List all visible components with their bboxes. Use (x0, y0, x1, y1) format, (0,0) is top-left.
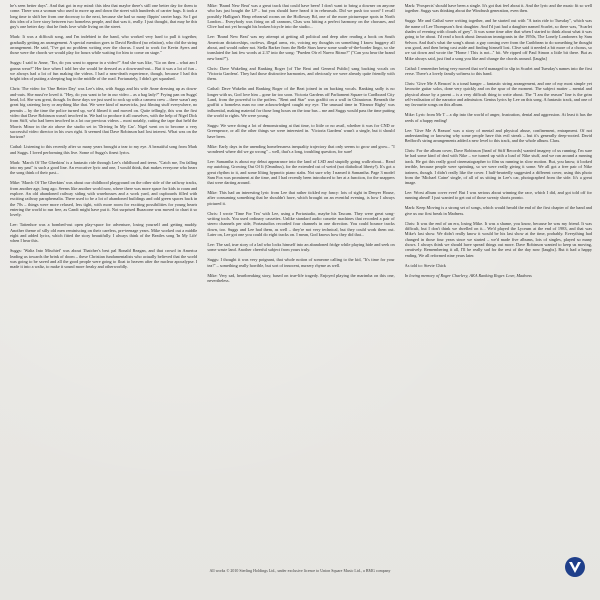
paragraph: In loving memory of Roger Charlery, AKA Ranking Roger. Love, Madness (404, 272, 532, 278)
column-middle (207, 3, 394, 563)
paragraph: Lee: Samantha is about my debut appearance into the land of LSD and stupidly going walk-about... Read my autobiog, Growing Out Of It (Omnibus), for the extended cut of weird (not diabolical liberty!). It's got a great rhythm to it, and some lilting hypnotic piano stabs. Not sure why I named it Samantha. Page 3 model Sam Fox was prominent at the time, and I had recently been introduced to her at a function, for the snappers that were darting around. (207, 158, 395, 186)
paragraph: Mike: This had an interesting lyric from Lee that rather tickled my fancy: lots of sight in Denyer House, after consuming something that he shouldn't have, which brought on an eventful evening, is how I always pictured it. (207, 190, 395, 206)
paragraph: Chris: I wrote 'Time For Tea' with Lee, using a Portastudio, maybe his Tascam. They were great song-writing tools. You used ordinary cassettes. Unlike standard audio cassette machines that recorded a pair of stereo channels per side, Portastudios recorded four channels in one direction. You could bounce tracks down, too. Suggs and Lee had them, as well – they're not very technical, but they could work them out. Later on, Lee got one you could do eight tracks on. I mean, God knows how they did that... (207, 210, 395, 238)
copyright-footer: All works © 2010 Sterling Holdings Ltd., under exclusive licence to Union Square Music Ltd., a BMG company (209, 569, 391, 573)
paragraph: Mark: It was a difficult song, and I'm indebted to the band, who worked very hard to pull it together, gradually getting an arrangement. A special mention goes to David Bedford (no relation), who did the string arrangement. He said, "I've got no problem writing over the chorus. I used to work for Kevin Ayers and those were the chords we would play for hours while waiting for him to come on stage." (10, 34, 198, 56)
paragraph: Chris: 'Give Me A Reason' is a tonal banger – fantastic string arrangement, and one of my most simple yet favourite guitar solos, done very quickly and on the spur of the moment. The subject matter – mental and physical abuse by a parent – is a very difficult thing to write about. The "I am the reason" line is the grim self-realisation of the narrator and admission. Genius lyrics by Lee on this song. A fantastic track, and one of my favourite songs on this album. (404, 80, 592, 108)
paragraph: Suggs: Me and Cathal were writing together, and he started out with "A train ride to Tuesday", which was the name of Lee Thompson's first daughter. And I'd just had a daughter named Scarlet, so there was, "Scarlet shades of evening with clouds of grey". It was some time after that when I started to think about what it was going to be about. I'd read a book about Jamaican immigrants in the 1950s, The Lonely Londoners by Sam Selvon. And that's what the song's about: a guy coming over from the Caribbean to do something he thought was good, and then being cast aside and finding himself lost. Clive said it needed a bit more of a chorus, so we sat down and wrote the "Home / This is not..." bit. We ripped off Paul Simon a little bit there. But as Mike always said, just find a song you like and change the chords around. [laughs] (404, 18, 592, 61)
paragraph: Suggs: 'Waltz Into Mischief' was about Thatcher's best pal Ronald Reagan, and that crowd in America leading us towards the brink of doom – these Christian fundamentalists who actually believed that the world was going to be saved and all the good people were going to float to heaven after the nuclear apocalypse. I made it into a waltz, to make it sound more freaky and otherworldly. (10, 248, 198, 270)
paragraph: Mark: 'Prospects' should have been a single. It's got that feel about it. And the lyric and the music fit so well together. Suggs was thinking about the Windrush generation, even then. (404, 3, 592, 14)
paragraph: Lee: 'Brand New Beat' was my attempt at getting all political and deep after reading a book on South American dictatorships, curfews, illegal arms, etc, voicing my thoughts on something I know buggery all about, and would rather not. Stella Barker from the Belle Stars knew some south-of-the-border lingo, so she translated the last few words at 2.37 into the song: "Pueden Oír el Nuevo Ritmo?" ("Can you hear the brand new beat?"). (207, 34, 395, 61)
paragraph: Chris: It was the end of an era, losing Mike. It was a shame, you know, because he was my friend. It was difficult, but I don't think we dwelled on it... We'd played the Lyceum at the end of 1983, and that was Mike's last show. We didn't really know it would be his last show at the time, probably. Everything had changed in those four years since we started – we'd made five albums, lots of singles, played so many shows. I always think we should have spread things out more. Dave Robinson wanted to keep us moving, creatively. Remembering it all, I'll be really sad for the rest of the day now [laughs]. But it had a happy ending. We all reformed nine years later. (404, 220, 592, 258)
paragraph: Cathal: Listening to this recently after so many years brought a tear to my eye. A beautiful song from Mark and Suggs. I loved performing this live. Some of Suggs's finest lyrics. (10, 144, 198, 155)
paragraph: Lee: Tattenhoe was a bombed-out open play-space for adventure, losing yourself and getting muddy. Another theme of silly old men reminiscing on their careless, pre-teenage years. Mike worked out a middle eight and added lyrics, which fitted the story beautifully. I always think of the Beatles song 'In My Life' when I hear this. (10, 222, 198, 244)
paragraph: Mark: 'March Of The Gherkins' is a fantastic ride through Lee's childhood and teens. "Catch me, I'm falling into my past" is such a good line. An evocative lyric and one, I would think, that makes everyone who hears the song think of their past... (10, 159, 198, 176)
paragraph: Lee: 'Give Me A Reason' was a story of mental and physical abuse, confinement, entrapment. Of not understanding or knowing why some people have this evil streak – but it's generally deep-rooted. David Bedford's string arrangements added a new level to this track, and the whole album. Class. (404, 127, 592, 144)
paragraph: Mark: Keep Moving is a strong set of songs, which would herald the end of the first chapter of the band and give us our first break in Madness. (404, 205, 592, 216)
paragraph: Mike: 'Brand New Beat' was a great track that could have been! I don't want to bring a downer on anyone who has just bought the LP – but you should have heard it in rehearsals. Did we push too soon? I recall possibly Halligan's Heap rehearsal rooms on the Holloway Rd, one of the more picturesque spots in North London... Everybody was firing on all cannons, Chas was hitting a perfect harmony on the choruses, and Clive had not yet brought his broken bicycle into the studio... (207, 3, 395, 30)
paragraph: he's seen better days". And that got in my mind: this idea that maybe there's still one better day for them to come. There was a woman who used to move up and down the street with hundreds of carrier bags. It took a long time to shift her from one doorway to the next, because she had so many flippin' carrier bags. So I got this idea of a love story between two homeless people, and that was it, really. I just thought, that may be this guy's one better day: that he finds love while living on the street. (10, 3, 198, 30)
paragraph: Mike: 'March Of The Gherkins' was about our childhood playground on the other side of the railway tracks, from another age, long ago. Seems like another world now, where there was more space for kids to roam and explore. An old abandoned railway siding with warehouses and a work yard, and cupboards filled with exciting railway paraphernalia. There used to be a lot of abandoned buildings and odd green spaces back in the 70s – things were more relaxed, less tight, with more room for exciting possibilities for young hearts entering the world to run free, as Candi might have put it. Not surprised Buzzcone was moved to chart it so lovely. (10, 180, 198, 218)
paragraph: Chris: Dave Wakeling and Ranking Roger [of The Beat and General Public] sang backing vocals on 'Victoria Gardens'. They had those distinctive harmonies, and obviously we were already quite friendly with them. (207, 65, 395, 82)
text-columns (10, 3, 592, 563)
paragraph: Lee: The sad, true story of a lad who locks himself into an abandoned fridge while playing hide and seek on some waste land. Another cheerful subject from yours truly. (207, 242, 395, 253)
column-right (405, 3, 592, 563)
paragraph: Chris: The video for 'One Better Day' was Lee's idea, with Suggs and his wife Anne dressing up as down-and-outs. She must've loved it. "Hey, do you want to be in our video – as a bag lady?" Frying pan on Suggs' head, lol. She was great, though. In those days we just used to rock up with a camera crew – there wasn't any great big catering lorry or anything like that. We were kind of mavericks, just filming stuff everywhere, no permits – by the time the police turned up, we'd filmed it and moved on. Quite tellingly, this was the first video that Dave Robinson wasn't involved in. We had to produce it all ourselves, with the help of Nigel Dick from Stiff, who had been involved in a lot our previous videos – most notably, cutting the tape that held the Morris Minor in the air above the studio set in 'Driving In My Car'. Nigel went on to become a very successful video director in his own right. It seemed that Dave Robinson had lost interest. What was on the horizon? (10, 86, 198, 140)
paragraph: Mike: Early days in the unending homelessness inequality trajectory that only seems to grow and grow... "I wondered where did we go wrong" – well, that's a long, troubling question, for sure! (207, 143, 395, 154)
paragraph: Suggs: I thought it was very poignant, that whole notion of someone calling to the kid, "It's time for your tea!" – something really horrible, but sort of innocent, nursery rhyme as well. (207, 257, 395, 268)
paragraph: Mike: Very sad, heartbreaking story, based on true-life tragedy. Enjoyed playing the marimba on this one, nevertheless. (207, 272, 395, 283)
paragraph: Suggs: We were doing a lot of demonstrating at that time, to little or no avail, whether it was for CND or Greenpeace, or all the other things we were interested in. 'Victoria Gardens' wasn't a single, but it should have been. (207, 122, 395, 139)
paragraph: Cathal: I remember being very moved that we'd managed to slip in Scarlet and Tuesday's names into the first verse. There's a lovely family softness to this band. (404, 65, 592, 76)
paragraph: Chris: For the album cover, Dave Robinson [head of Stiff Records] wanted imagery of us running. I'm sure he had some kind of deal with Nike – we turned up with a load of Nike stuff, and we ran around a running track. He got this really good cinematographer to film us running in slow motion. But, you know, it looked terrible, because people were sprinting, so we were really giving it some. We all got a free pair of Nike trainers, though. I didn't really like the cover. I half-heartedly suggested a different cover, using this photo from the 'Michael Caine' single, of all of us sitting in Lee's car, photographed from the side. It's a great image. (404, 148, 592, 186)
label-logo-icon (560, 552, 590, 582)
column-left (10, 3, 197, 563)
paragraph: Cathal: Dave Wakelin and Ranking Roger of the Beat joined in on backing vocals. Ranking sadly is no longer with us, God love him – gone far too soon. Victoria Gardens off Parliament Square to Cardboard City Land, from the powerful to the potless. "Rent and Star" was graffiti on a wall in Chinatown. Beneath the graffiti a homeless man no one acknowledged caught my eye. The unusual time in 'Eleanor Rigby' was influential, making material for those long hours on the tour bus – me and Suggs would pass the time putting the world to rights. We were young. (207, 86, 395, 118)
paragraph: As told to: Stevie Chick (404, 262, 446, 268)
paragraph: Mike: Lyric from Mr T – a dip into the world of anger, frustration, denial and aggression. At least it has the seeds of a happy ending! (404, 112, 592, 123)
paragraph: Lee: Worst album cover ever! But I was serious about winning the race, which I did, and got told off for running ahead! I just wanted to get out of those sweaty shorts pronto. (404, 190, 592, 201)
paragraph: Suggs: I said to Anne, "Err, do you want to appear in a video?" And she was like, "Go on then – what am I gonna wear?" Her face when I told her she would be dressed as a down-and-out... But it was a lot of fun – we always had a lot of fun making the videos. I had a near-death experience, though, because I had this bright idea of putting a sleeping bag in the middle of the road. Fortunately, I didn't get squashed. (10, 60, 198, 82)
